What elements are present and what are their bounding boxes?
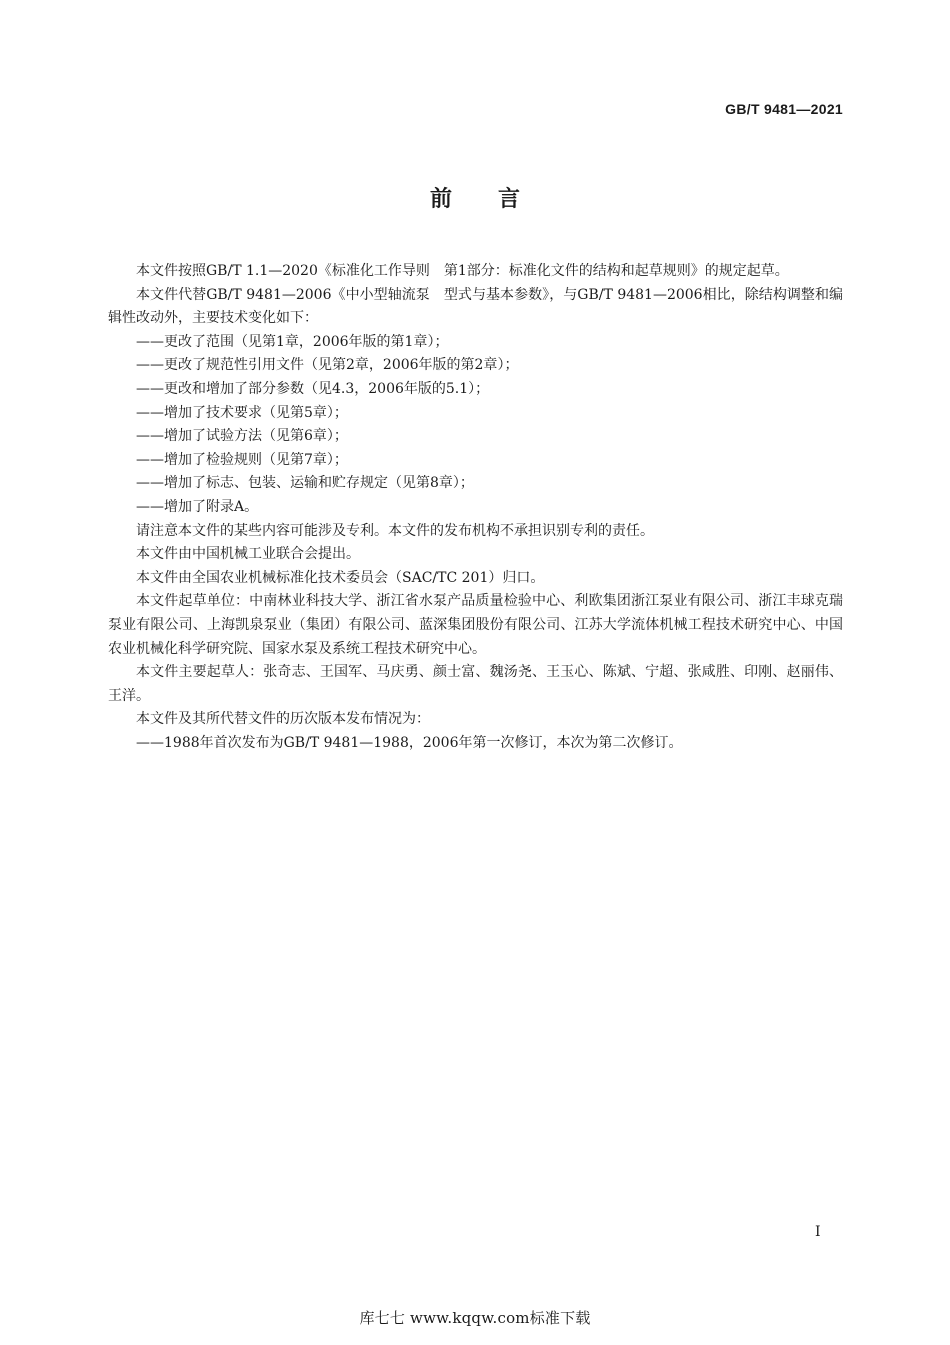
- paragraph: 本文件起草单位：中南林业科技大学、浙江省水泵产品质量检验中心、利欧集团浙江泵业有限公司、浙江丰球克瑞泵业有限公司、上海凯泉泵业（集团）有限公司、蓝深集团股份有限公司、江苏大学流体机械工程技术研究中心、中国农业机械化科学研究院、国家水泵及系统工程技术研究中心。: [108, 593, 843, 657]
- paragraph: 本文件主要起草人：张奇志、王国军、马庆勇、颜士富、魏汤尧、王玉心、陈斌、宁超、张咸胜、印刚、赵丽伟、王洋。: [108, 664, 843, 704]
- list-item: ——1988年首次发布为GB/T 9481—1988，2006年第一次修订，本次为第二次修订。: [136, 734, 683, 751]
- list-item: ——更改了规范性引用文件（见第2章，2006年版的第2章）；: [136, 357, 519, 374]
- paragraph: 本文件代替GB/T 9481—2006《中小型轴流泵 型式与基本参数》，与GB/T 9481—2006相比，除结构调整和编辑性改动外，主要技术变化如下：: [108, 286, 843, 327]
- list-item: ——更改和增加了部分参数（见4.3，2006年版的5.1）；: [136, 380, 490, 397]
- list-item: ——增加了试验方法（见第6章）；: [136, 428, 348, 445]
- page-title: 前言: [429, 187, 566, 212]
- foreword-body: [108, 260, 843, 755]
- paragraph: 本文件及其所代替文件的历次版本发布情况为：: [136, 711, 430, 728]
- paragraph: 本文件由全国农业机械标准化技术委员会（SAC/TC 201）归口。: [136, 569, 545, 586]
- list-item: ——增加了技术要求（见第5章）；: [136, 404, 348, 421]
- paragraph: 本文件由中国机械工业联合会提出。: [136, 546, 360, 563]
- list-item: ——增加了标志、包装、运输和贮存规定（见第8章）；: [136, 475, 474, 492]
- page-number: I: [815, 1224, 821, 1240]
- list-item: ——增加了附录A。: [136, 498, 259, 515]
- footer-watermark: 库七七 www.kqqw.com标准下载: [359, 1309, 591, 1327]
- list-item: ——更改了范围（见第1章，2006年版的第1章）；: [136, 333, 449, 350]
- standard-number: GB/T 9481—2021: [725, 101, 843, 117]
- paragraph: 本文件按照GB/T 1.1—2020《标准化工作导则 第1部分：标准化文件的结构和起草规则》的规定起草。: [136, 263, 789, 279]
- list-item: ——增加了检验规则（见第7章）；: [136, 451, 348, 468]
- paragraph: 请注意本文件的某些内容可能涉及专利。本文件的发布机构不承担识别专利的责任。: [136, 522, 654, 539]
